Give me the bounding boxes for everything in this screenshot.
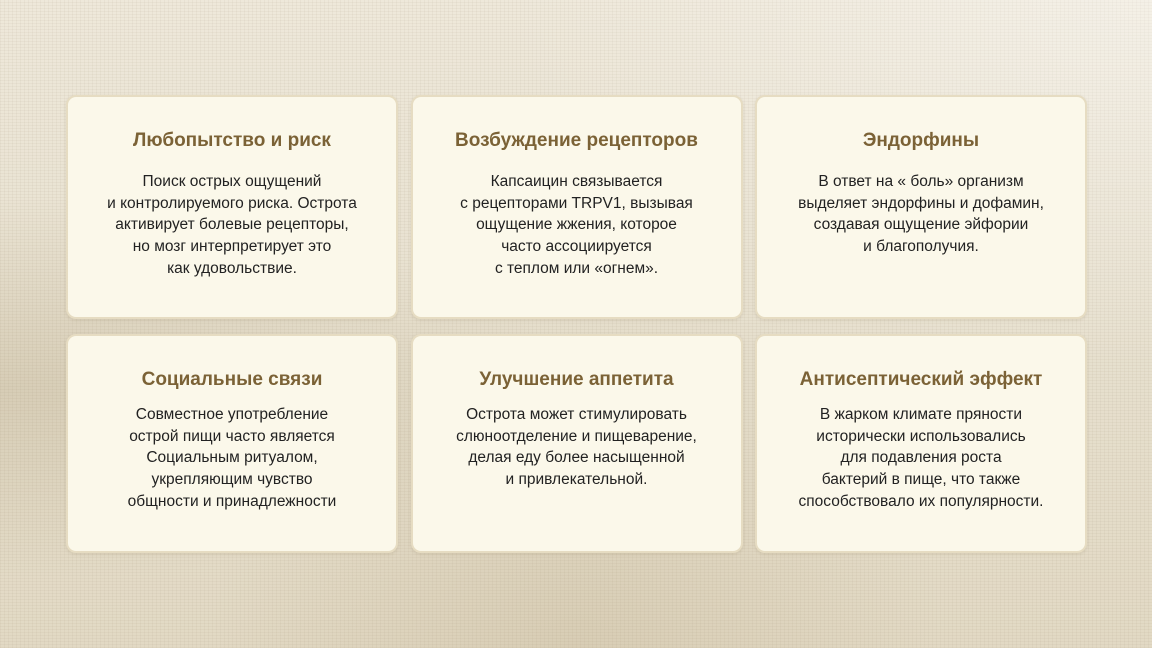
card-appetite-improvement — [411, 334, 743, 553]
card-text: Острота может стимулировать слюноотделение и пищеварение, делая еду более насыщенной и привлекательной. — [456, 406, 697, 489]
card-text: Капсаицин связывается с рецепторами TRPV1, вызывая ощущение жжения, которое часто ассоциируется с теплом или «огнем». — [460, 173, 693, 277]
card-title: Эндорфины — [862, 130, 980, 151]
card-text: В ответ на « боль» организм выделяет эндорфины и дофамин, создавая ощущение эйфории и благополучия. — [798, 173, 1044, 256]
card-social-bonds — [66, 334, 398, 553]
card-curiosity-and-risk — [66, 95, 398, 319]
card-title: Любопытство и риск — [133, 130, 331, 151]
card-title: Возбуждение рецепторов — [455, 130, 698, 151]
card-text: Совместное употребление острой пищи часто является Социальным ритуалом, укрепляющим чувство общности и принадлежности — [127, 406, 337, 510]
card-receptor-excitation — [411, 95, 743, 319]
card-endorphins — [755, 95, 1087, 319]
card-text: Поиск острых ощущений и контролируемого риска. Острота активирует болевые рецепторы, но мозг интерпретирует это как удовольствие. — [107, 173, 357, 277]
card-title: Социальные связи — [141, 369, 323, 390]
cards-grid — [66, 95, 1087, 553]
card-title: Улучшение аппетита — [479, 369, 674, 390]
card-text: В жарком климате пряности исторически использовались для подавления роста бактерий в пище, что также способствовало их популярности. — [798, 406, 1044, 510]
card-antiseptic-effect — [755, 334, 1087, 553]
card-title: Антисептический эффект — [799, 369, 1043, 390]
